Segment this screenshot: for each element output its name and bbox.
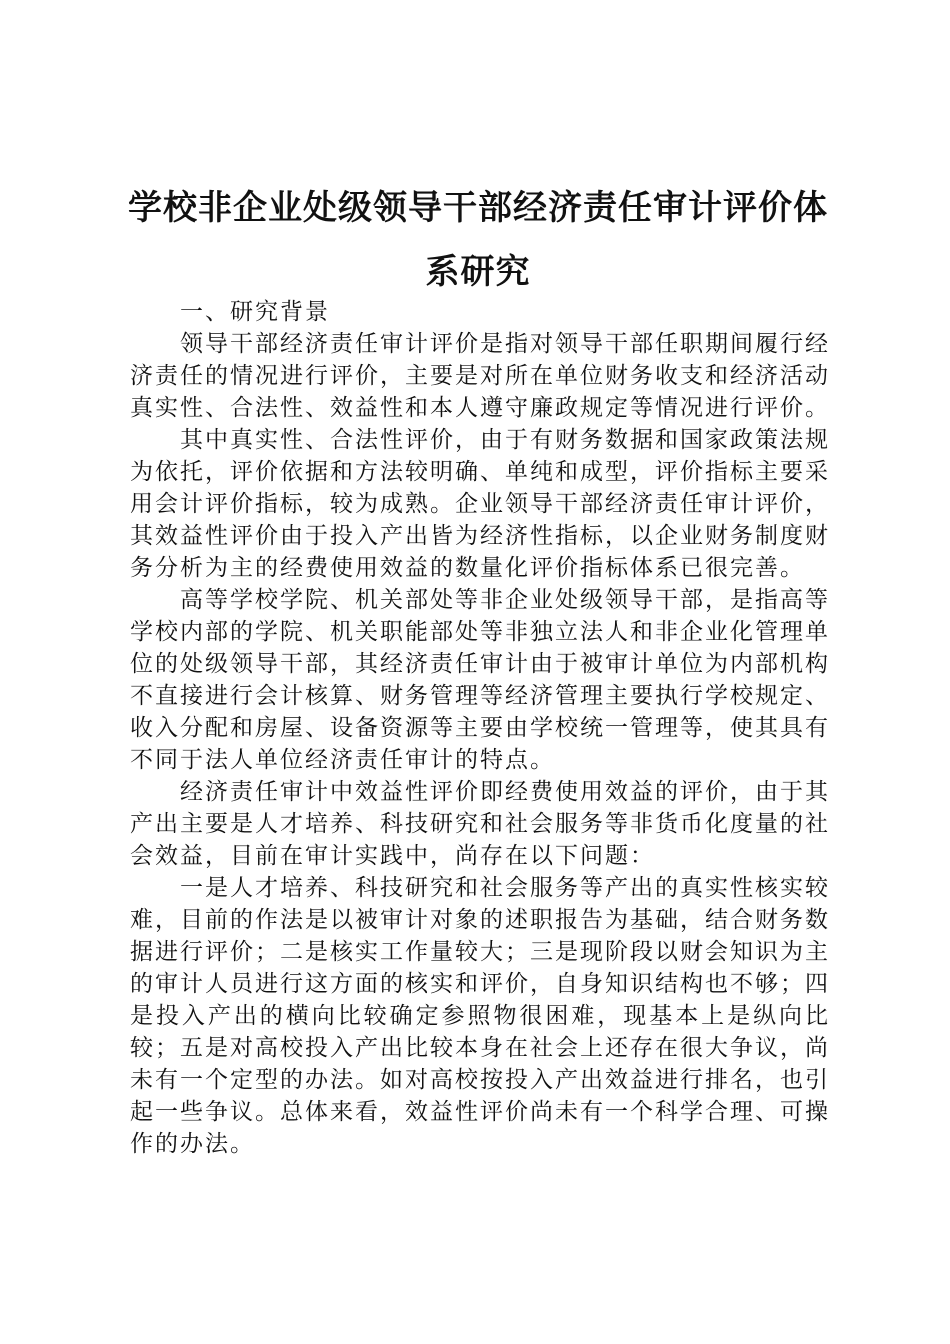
paragraph: 领导干部经济责任审计评价是指对领导干部任职期间履行经济责任的情况进行评价，主要是对所在单位财务收支和经济活动真实性、合法性、效益性和本人遵守廉政规定等情况进行评价。 <box>130 331 830 421</box>
paragraph: 其中真实性、合法性评价，由于有财务数据和国家政策法规为依托，评价依据和方法较明确、单纯和成型，评价指标主要采用会计评价指标，较为成熟。企业领导干部经济责任审计评价，其效益性评价由于投入产出皆为经济性指标，以企业财务制度财务分析为主的经费使用效益的数量化评价指标体系已很完善。 <box>130 427 830 581</box>
paragraph: 一是人才培养、科技研究和社会服务等产出的真实性核实较难，目前的作法是以被审计对象的述职报告为基础，结合财务数据进行评价；二是核实工作量较大；三是现阶段以财会知识为主的审计人员进行这方面的核实和评价，自身知识结构也不够；四是投入产出的横向比较确定参照物很困难，现基本上是纵向比较；五是对高校投入产出比较本身在社会上还存在很大争议，尚未有一个定型的办法。如对高校按投入产出效益进行排名，也引起一些争议。总体来看，效益性评价尚未有一个科学合理、可操作的办法。 <box>130 875 830 1157</box>
paragraph: 经济责任审计中效益性评价即经费使用效益的评价，由于其产出主要是人才培养、科技研究和社会服务等非货币化度量的社会效益，目前在审计实践中，尚存在以下问题： <box>130 779 830 869</box>
document-title: 学校非企业处级领导干部经济责任审计评价体系研究 <box>128 188 828 292</box>
paragraph: 高等学校学院、机关部处等非企业处级领导干部，是指高等学校内部的学院、机关职能部处等非独立法人和非企业化管理单位的处级领导干部，其经济责任审计由于被审计单位为内部机构不直接进行会计核算、财务管理等经济管理主要执行学校规定、收入分配和房屋、设备资源等主要由学校统一管理等，使其具有不同于法人单位经济责任审计的特点。 <box>130 587 830 773</box>
document-body <box>130 296 830 1160</box>
section-heading: 一、研究背景 <box>180 299 330 325</box>
